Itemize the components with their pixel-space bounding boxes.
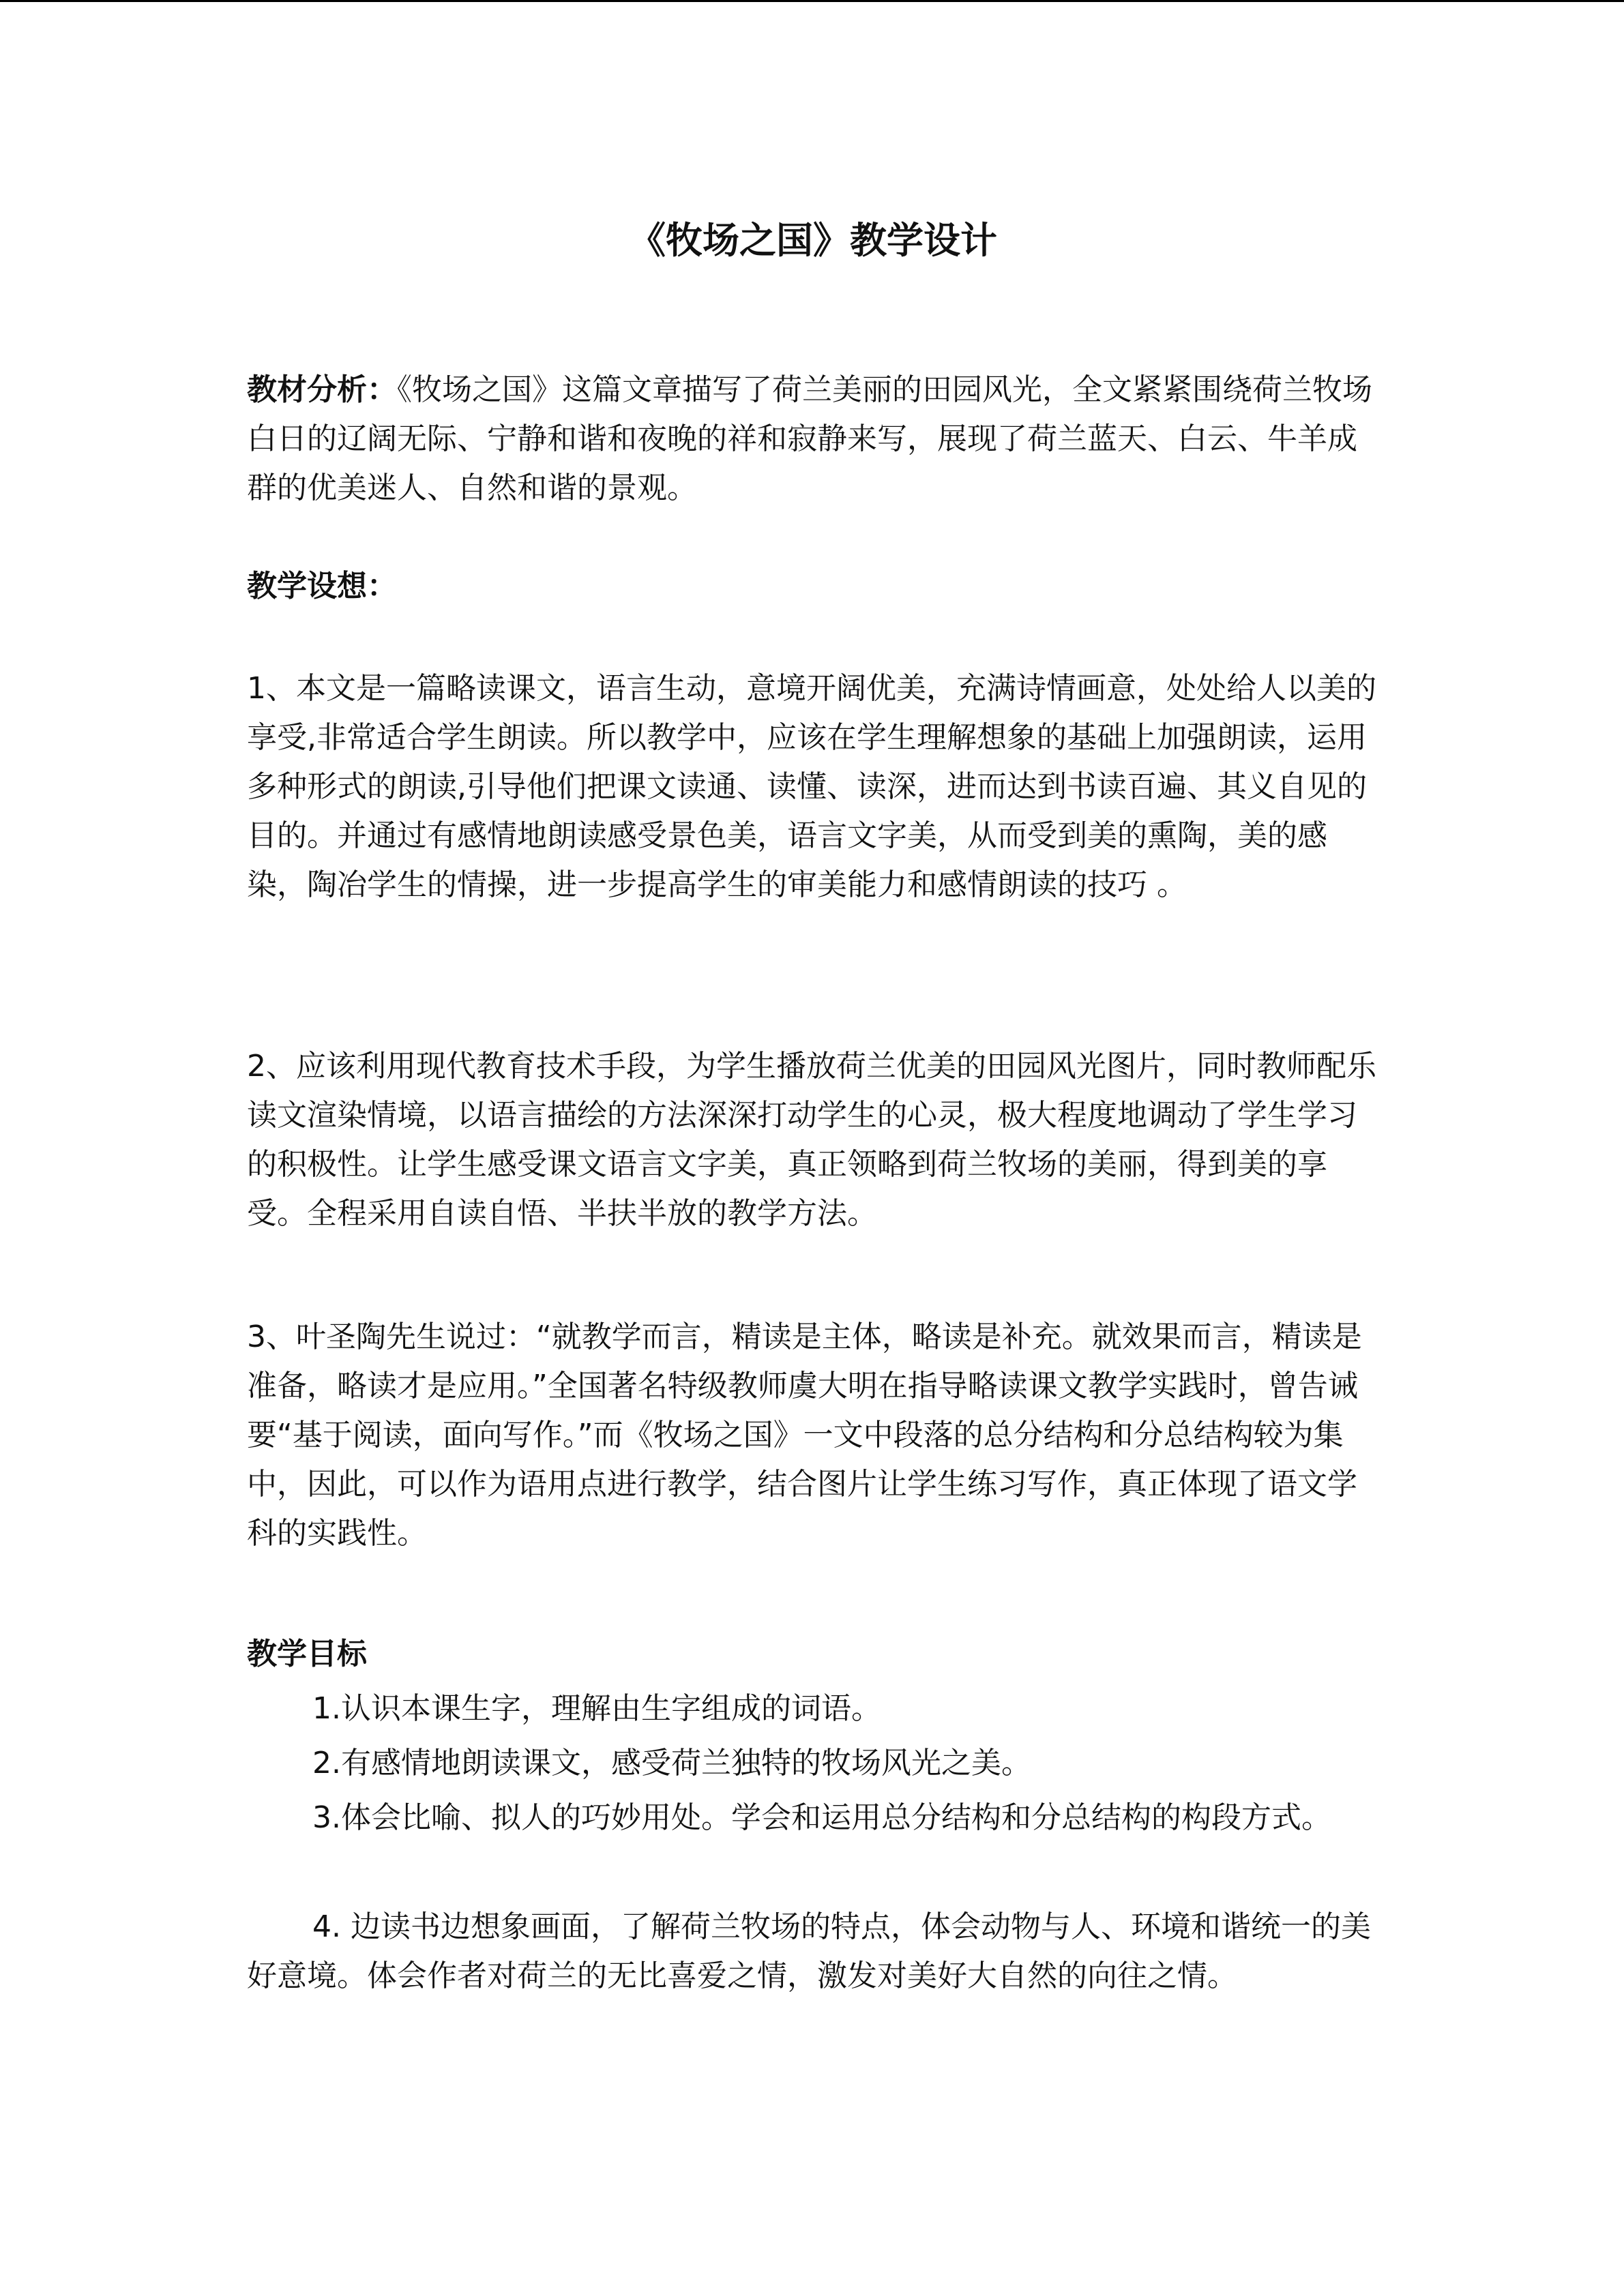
goal-item-3: 3.体会比喻、拟人的巧妙用处。学会和运用总分结构和分总结构的构段方式。 — [312, 1800, 1331, 1835]
analysis-paragraph — [247, 366, 1379, 513]
goal-item-2: 2.有感情地朗读课文，感受荷兰独特的牧场风光之美。 — [312, 1746, 1031, 1780]
analysis-label: 教材分析： — [247, 372, 397, 407]
goal-item-4: 4. 边读书边想象画面，了解荷兰牧场的特点，体会动物与人、环境和谐统一的美好意境。体会作者对荷兰的无比喜爱之情，激发对美好大自然的向往之情。 — [247, 1909, 1371, 1993]
concept-item-2: 2、应该利用现代教育技术手段，为学生播放荷兰优美的田园风光图片，同时教师配乐读文渲染情境，以语言描绘的方法深深打动学生的心灵，极大程度地调动了学生学习的积极性。让学生感受课文语言文字美，真正领略到荷兰牧场的美丽，得到美的享受。全程采用自读自悟、半扶半放的教学方法。 — [247, 1049, 1376, 1231]
goals-heading: 教学目标 — [247, 1637, 367, 1671]
analysis-text: 《牧场之国》这篇文章描写了荷兰美丽的田园风光，全文紧紧围绕荷兰牧场白日的辽阔无际、宁静和谐和夜晚的祥和寂静来写，展现了荷兰蓝天、白云、牛羊成群的优美迷人、自然和谐的景观。 — [247, 372, 1372, 505]
page-top-border — [0, 0, 1624, 2]
document-title: 《牧场之国》教学设计 — [629, 219, 997, 262]
concept-item-1: 1、本文是一篇略读课文，语言生动，意境开阔优美，充满诗情画意，处处给人以美的享受,非常适合学生朗读。所以教学中，应该在学生理解想象的基础上加强朗读，运用多种形式的朗读,引导他们把课文读通、读懂、读深，进而达到书读百遍、其义自见的目的。并通过有感情地朗读感受景色美，语言文字美，从而受到美的熏陶，美的感染，陶冶学生的情操，进一步提高学生的审美能力和感情朗读的技巧 。 — [247, 671, 1376, 902]
concept-heading: 教学设想： — [247, 569, 397, 603]
concept-item-3: 3、叶圣陶先生说过：“就教学而言，精读是主体，略读是补充。就效果而言，精读是准备，略读才是应用。”全国著名特级教师虞大明在指导略读课文教学实践时，曾告诫要“基于阅读，面向写作。”而《牧场之国》一文中段落的总分结构和分总结构较为集中，因此，可以作为语用点进行教学，结合图片让学生练习写作，真正体现了语文学科的实践性。 — [247, 1320, 1362, 1551]
goal-item-1: 1.认识本课生字，理解由生字组成的词语。 — [312, 1691, 881, 1726]
